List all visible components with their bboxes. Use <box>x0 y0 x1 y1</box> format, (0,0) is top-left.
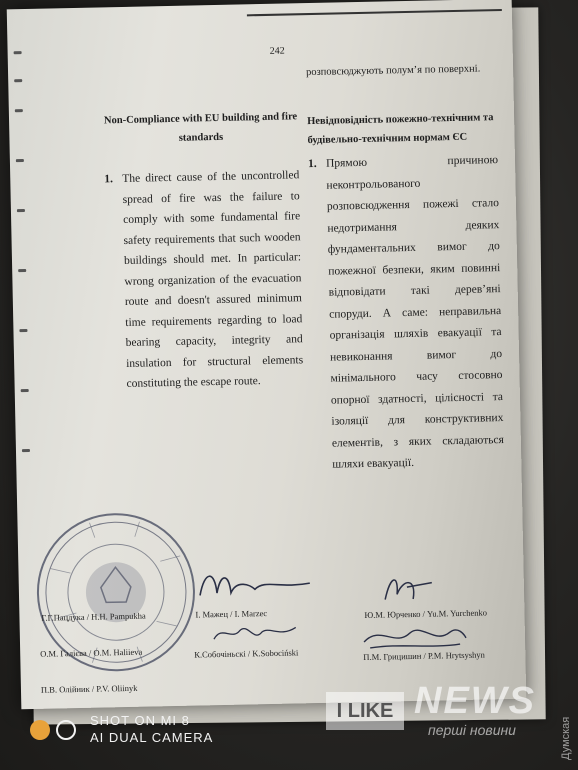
signatory-hrytsyshyn: П.М. Грицишин / P.M. Hrytsyshyn <box>363 649 485 663</box>
ukrainian-continuation: розповсюджують полум’я по поверхні. <box>306 63 481 79</box>
camera-text <box>90 712 213 746</box>
signature-sobocinski <box>210 619 301 647</box>
ukrainian-paragraph <box>308 150 505 476</box>
binding-mark <box>18 269 26 272</box>
binding-mark <box>21 389 29 392</box>
signature-marzec <box>194 563 315 606</box>
ukrainian-column <box>306 59 505 476</box>
binding-mark <box>14 79 22 82</box>
news-tagline: перші новини <box>428 722 516 738</box>
signatory-haliieva: О.М. Галієва / O.M. Haliieva <box>40 646 143 659</box>
camera-lens-icon <box>28 718 80 744</box>
binding-mark <box>17 209 25 212</box>
camera-model: SHOT ON MI 8 <box>90 713 190 728</box>
page-number: 242 <box>269 45 285 57</box>
binding-mark <box>15 109 23 112</box>
document-page <box>7 0 527 709</box>
binding-mark <box>19 329 27 332</box>
news-logo-badge: I LIKE <box>326 692 404 730</box>
signatory-yurchenko: Ю.М. Юрченко / Yu.M. Yurchenko <box>364 607 488 621</box>
ukrainian-item-number: 1. <box>307 157 317 171</box>
english-paragraph <box>104 165 304 395</box>
english-paragraph-text: The direct cause of the uncontrolled spread of fire was the failure to comply with some fundamental fire safety requirements that such wooden buildings should met. In particular: wrong organization of the evacuation route and doesn't assured minimum time requirements regarding to load bearing capacity, integrity and insulation for structural elements constituting the escape route. <box>122 169 304 390</box>
header-rule <box>247 9 502 16</box>
ukrainian-heading: Невідповідність пожежно-технічним та будівельно-технічним нормам ЄС <box>307 112 494 147</box>
binding-mark <box>22 449 30 452</box>
binding-mark <box>14 51 22 54</box>
side-watermark: Думская <box>560 716 572 760</box>
signatory-pampukha: Г.Г.Пацдукa / H.H. Pampukha <box>41 610 146 623</box>
ukrainian-paragraph-text: Прямою причиною неконтрольованого розповсюдження пожежі стало недотримання деяких фундаментальних вимог до пожежної безпеки, яким повинні відповідати такі дерев’яні споруди. А саме: неправильна організація шляхів евакуації та невиконання вимог до мінімального часу стосовно опорної здатності, цілісності та ізоляції для конструктивних елементів, з яких складаються шляхи евакуації. <box>325 154 504 471</box>
signature-yurchenko <box>377 568 438 609</box>
camera-feature: AI DUAL CAMERA <box>90 730 214 745</box>
english-item-number: 1. <box>104 173 114 186</box>
english-heading: Non-Compliance with EU building and fire standards <box>103 111 298 144</box>
news-logo-word: NEWS <box>414 680 536 722</box>
news-logo <box>322 680 552 744</box>
signatory-sobocinski: К.Собочіньскі / K.Sobociński <box>194 647 299 660</box>
signatory-oliinyk: П.В. Олійник / P.V. Oliinyk <box>40 682 138 695</box>
binding-mark <box>16 159 24 162</box>
english-column <box>103 107 304 395</box>
signatory-marzec: I. Мажец / I. Marzec <box>195 608 268 620</box>
